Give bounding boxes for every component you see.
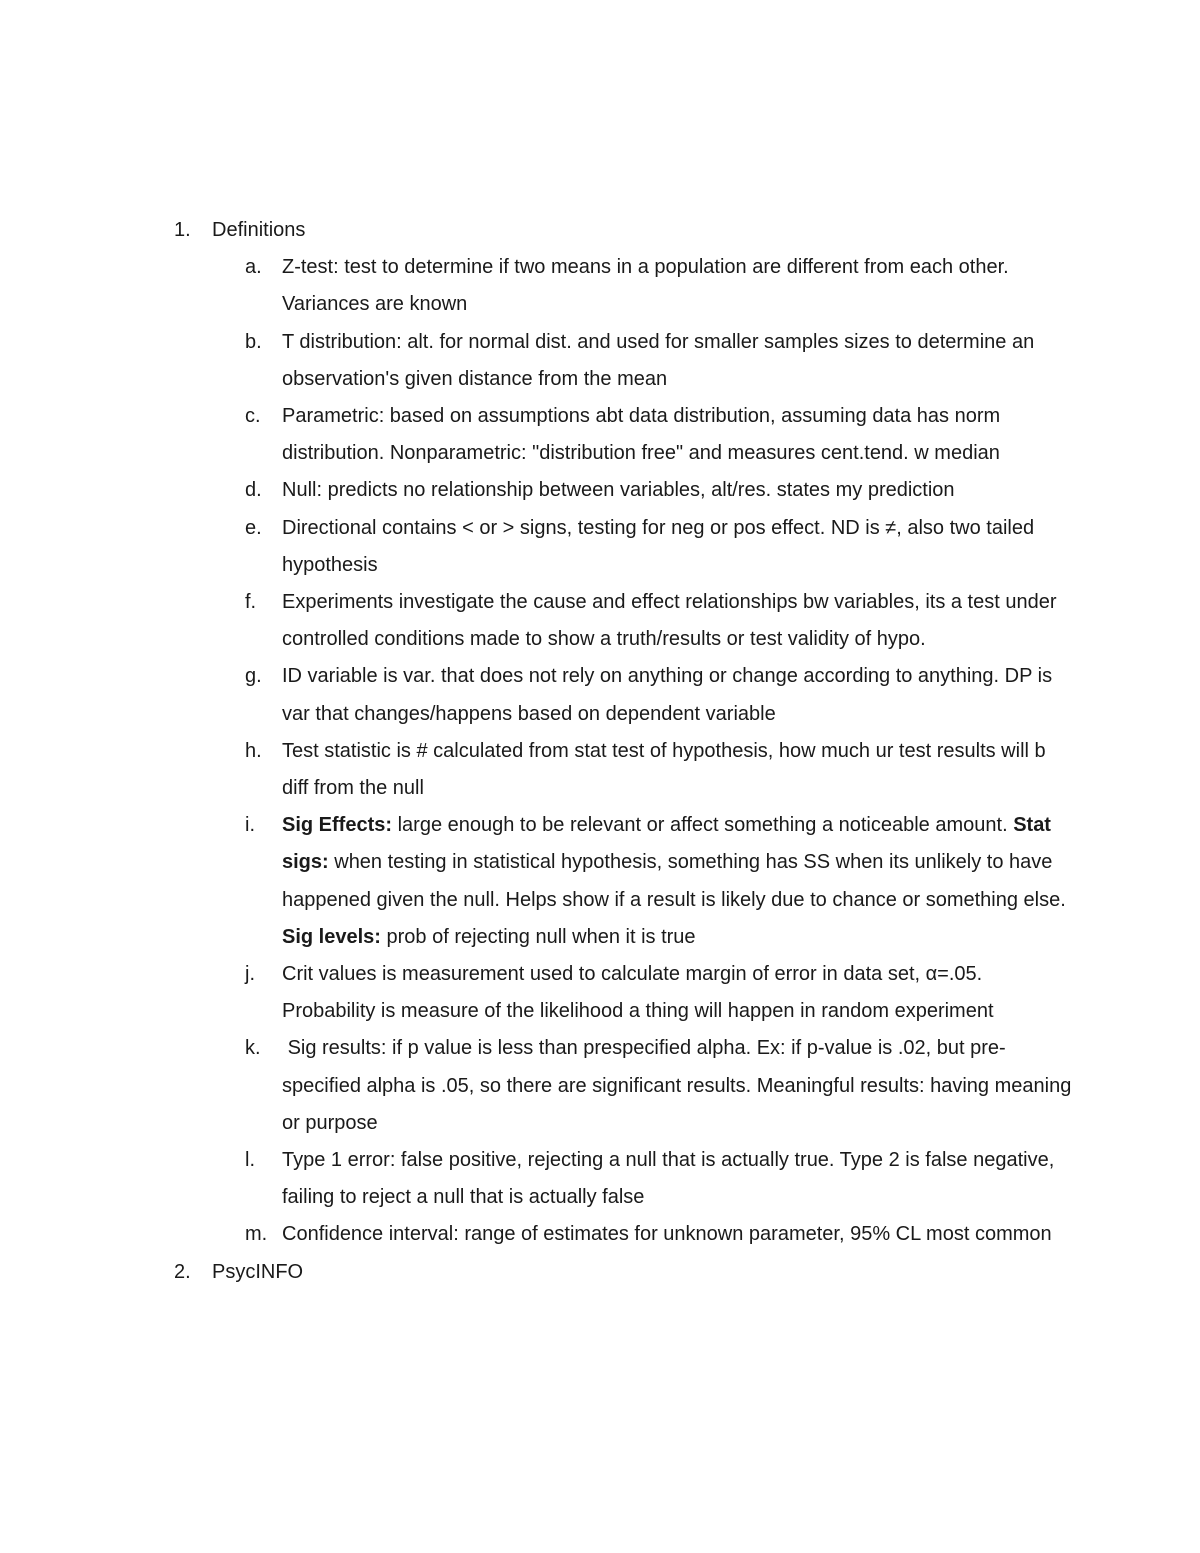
- definition-test-statistic: [245, 733, 1074, 807]
- sub-marker: k.: [245, 1037, 261, 1060]
- term-stat-sigs: Stat sigs:: [282, 814, 1051, 874]
- definition-text: ID variable is var. that does not rely on anything or change according to anything. DP is var that changes/happens based on dependent variable: [282, 665, 1053, 725]
- definition-directional: [245, 510, 1074, 584]
- definition-t-distribution: [245, 324, 1074, 398]
- definition-text: Test statistic is # calculated from stat test of hypothesis, how much ur test results will b diff from the null: [282, 739, 1046, 800]
- definition-text: Confidence interval: range of estimates for unknown parameter, 95% CL most common: [282, 1223, 1052, 1246]
- definition-text: Crit values is measurement used to calculate margin of error in data set, α=.05. Probability is measure of the likelihood a thing will happen in random experiment: [282, 963, 994, 1023]
- list-item-psycinfo: [174, 1254, 1074, 1291]
- definition-text: Null: predicts no relationship between variables, alt/res. states my prediction: [282, 479, 955, 502]
- list-item-label: Definitions: [212, 219, 306, 241]
- sub-marker: j.: [245, 963, 255, 986]
- definition-significance: [245, 807, 1074, 956]
- definition-variables: [245, 658, 1074, 732]
- term-sig-effects: Sig Effects:: [282, 814, 393, 837]
- definitions-sublist: [245, 249, 1077, 1253]
- list-marker: 1.: [174, 219, 191, 241]
- definition-text: Directional contains < or > signs, testing for neg or pos effect. ND is ≠, also two tailed hypothesis: [282, 516, 1035, 576]
- sub-marker: e.: [245, 516, 262, 539]
- definition-confidence-interval: [245, 1216, 1074, 1253]
- definition-text: Parametric: based on assumptions abt data distribution, assuming data has norm distribution. Nonparametric: "distribution free" and measures cent.tend. w median: [282, 405, 1001, 465]
- sub-marker: b.: [245, 330, 262, 353]
- definition-crit-values: [245, 956, 1074, 1030]
- definition-sig-results: [245, 1030, 1077, 1142]
- definition-text: Z-test: test to determine if two means in a population are different from each other. Variances are known: [282, 256, 1009, 316]
- sub-marker: i.: [245, 814, 255, 837]
- definition-z-test: [245, 249, 1074, 323]
- outline-list: [174, 212, 1077, 1291]
- list-item-definitions: [174, 212, 1077, 1254]
- sub-marker: l.: [245, 1149, 255, 1172]
- sub-marker: g.: [245, 665, 262, 688]
- term-text: prob of rejecting null when it is true: [380, 925, 696, 948]
- list-marker: 2.: [174, 1260, 191, 1283]
- definition-parametric: [245, 398, 1074, 472]
- definition-text: T distribution: alt. for normal dist. and used for smaller samples sizes to determine an observation's given distance from the mean: [282, 330, 1035, 390]
- definition-null: [245, 472, 1074, 509]
- definition-error-types: [245, 1142, 1074, 1216]
- sub-marker: a.: [245, 256, 262, 279]
- definition-text: Sig results: if p value is less than prespecified alpha. Ex: if p-value is .02, but pre-specified alpha is .05, so there are significant results. Meaningful results: having meaning or purpose: [282, 1037, 1077, 1134]
- definition-text: Experiments investigate the cause and effect relationships bw variables, its a test under controlled conditions made to show a truth/results or test validity of hypo.: [282, 591, 1057, 651]
- sub-marker: h.: [245, 739, 262, 762]
- sub-marker: f.: [245, 591, 257, 614]
- definition-text: [282, 807, 1072, 956]
- term-sig-levels: Sig levels:: [282, 925, 381, 948]
- definition-experiments: [245, 584, 1074, 658]
- definition-text: Type 1 error: false positive, rejecting a null that is actually true. Type 2 is false negative, failing to reject a null that is actually false: [282, 1149, 1055, 1209]
- list-item-label: PsycINFO: [212, 1260, 304, 1283]
- term-text: when testing in statistical hypothesis, something has SS when its unlikely to have happened given the null. Helps show if a result is likely due to chance or something else.: [282, 851, 1066, 911]
- term-text: large enough to be relevant or affect something a noticeable amount.: [392, 814, 1014, 837]
- sub-marker: d.: [245, 479, 262, 502]
- sub-marker: c.: [245, 405, 261, 428]
- sub-marker: m.: [245, 1223, 268, 1246]
